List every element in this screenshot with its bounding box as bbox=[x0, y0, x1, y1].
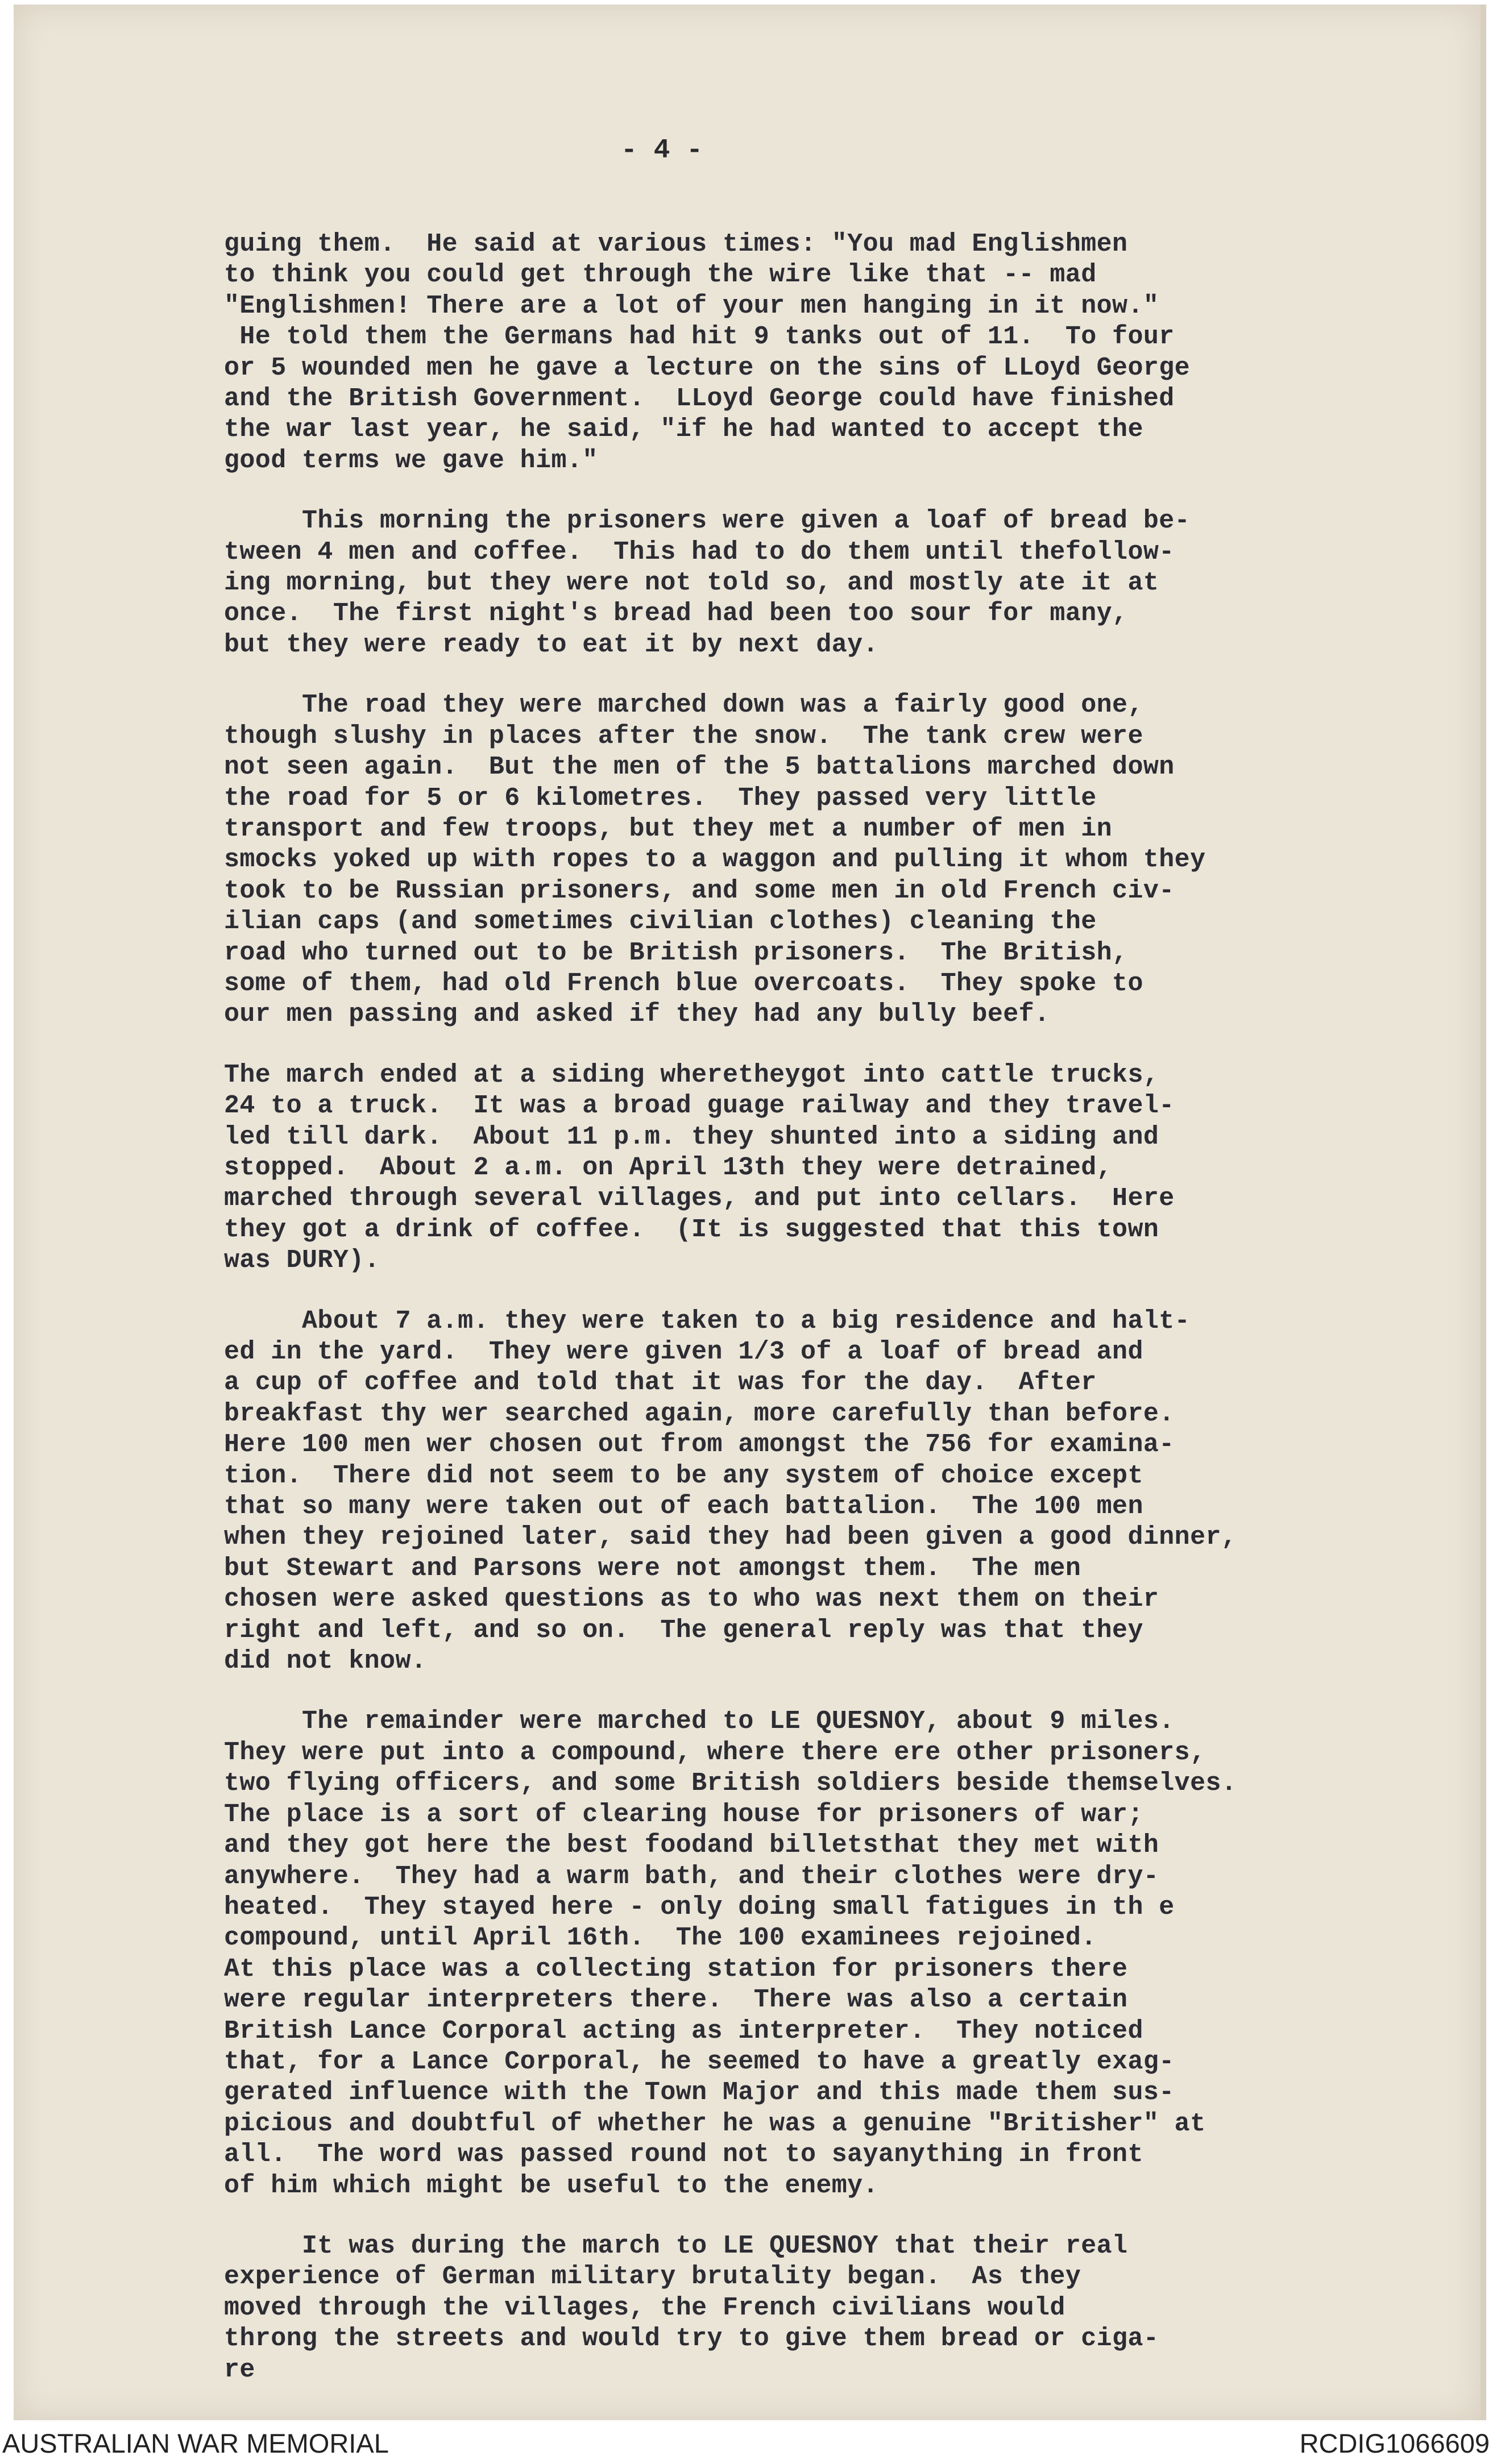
paragraph-4: The march ended at a siding wheretheygot into cattle trucks, 24 to a truck. It was a broad guage railway and they travel- led till dark. About 11 p.m. they shunted into a siding and stopped. About 2 a.m. on April 13th they were detrained, marched through several villages, and put into cellars. Here they got a drink of coffee. (It is suggested that this town was DURY). bbox=[224, 1060, 1175, 1275]
paragraph-1: guing them. He said at various times: "You mad Englishmen to think you could get through the wire like that -- mad "Englishmen! There are a lot of your men hanging in it now." He told them the Germans had hit 9 tanks out of 11. To four or 5 wounded men he gave a lecture on the sins of LLoyd George and the British Government. LLoyd George could have finished the war last year, he said, "if he had wanted to accept the good terms we gave him." bbox=[224, 230, 1191, 475]
paragraph-7: It was during the march to LE QUESNOY that their real experience of German military brutality began. As they moved through the villages, the French civilians would throng the streets and would try to give them bread or ciga- re bbox=[224, 2231, 1159, 2384]
typescript-body bbox=[224, 229, 1486, 2386]
paragraph-3: The road they were marched down was a fairly good one, though slushy in places after the snow. The tank crew were not seen again. But the men of the 5 battalions marched down the road for 5 or 6 kilometres. They passed very little transport and few troops, but they met a number of men in smocks yoked up with ropes to a waggon and pulling it whom they took to be Russian prisoners, and some men in old French civ- ilian caps (and sometimes civilian clothes) cleaning the road who turned out to be British prisoners. The British, some of them, had old French blue overcoats. They spoke to our men passing and asked if they had any bully beef. bbox=[224, 691, 1206, 1029]
page-number: - 4 - bbox=[620, 135, 703, 166]
footer-institution: AUSTRALIAN WAR MEMORIAL bbox=[2, 2428, 389, 2458]
paragraph-6: The remainder were marched to LE QUESNOY, about 9 miles. They were put into a compound, where there ere other prisoners, two flying officers, and some British soldiers beside themselves. The place is a sort of clearing house for prisoners of war; and they got here the best foodand billetsthat they met with anywhere. They had a warm bath, and their clothes were dry- heated. They stayed here - only doing small fatigues in th e compound, until April 16th. The 100 examinees rejoined. At this place was a collecting station for prisoners there were regular interpreters there. There was also a certain British Lance Corporal acting as interpreter. They noticed that, for a Lance Corporal, he seemed to have a greatly exag- gerated influence with the Town Major and this made them sus- picious and doubtful of whether he was a genuine "Britisher" at all. The word was passed round not to sayanything in front of him which might be useful to the enemy. bbox=[224, 1707, 1237, 2200]
paragraph-5: About 7 a.m. they were taken to a big residence and halt- ed in the yard. They were given 1/3 of a loaf of bread and a cup of coffee and told that it was for the day. After breakfast thy wer searched again, more carefully than before. Here 100 men wer chosen out from amongst the 756 for examina- tion. There did not seem to be any system of choice except that so many were taken out of each battalion. The 100 men when they rejoined later, said they had been given a good dinner, but Stewart and Parsons were not amongst them. The men chosen were asked questions as to who was next them on their right and left, and so on. The general reply was that they did not know. bbox=[224, 1306, 1237, 1676]
footer-record-id: RCDIG1066609 bbox=[1299, 2428, 1490, 2458]
document-page bbox=[14, 5, 1486, 2420]
paragraph-2: This morning the prisoners were given a loaf of bread be- tween 4 men and coffee. This had to do them until thefollow- ing morning, but they were not told so, and mostly ate it at once. The first night's bread had been too sour for many, but they were ready to eat it by next day. bbox=[224, 506, 1191, 659]
